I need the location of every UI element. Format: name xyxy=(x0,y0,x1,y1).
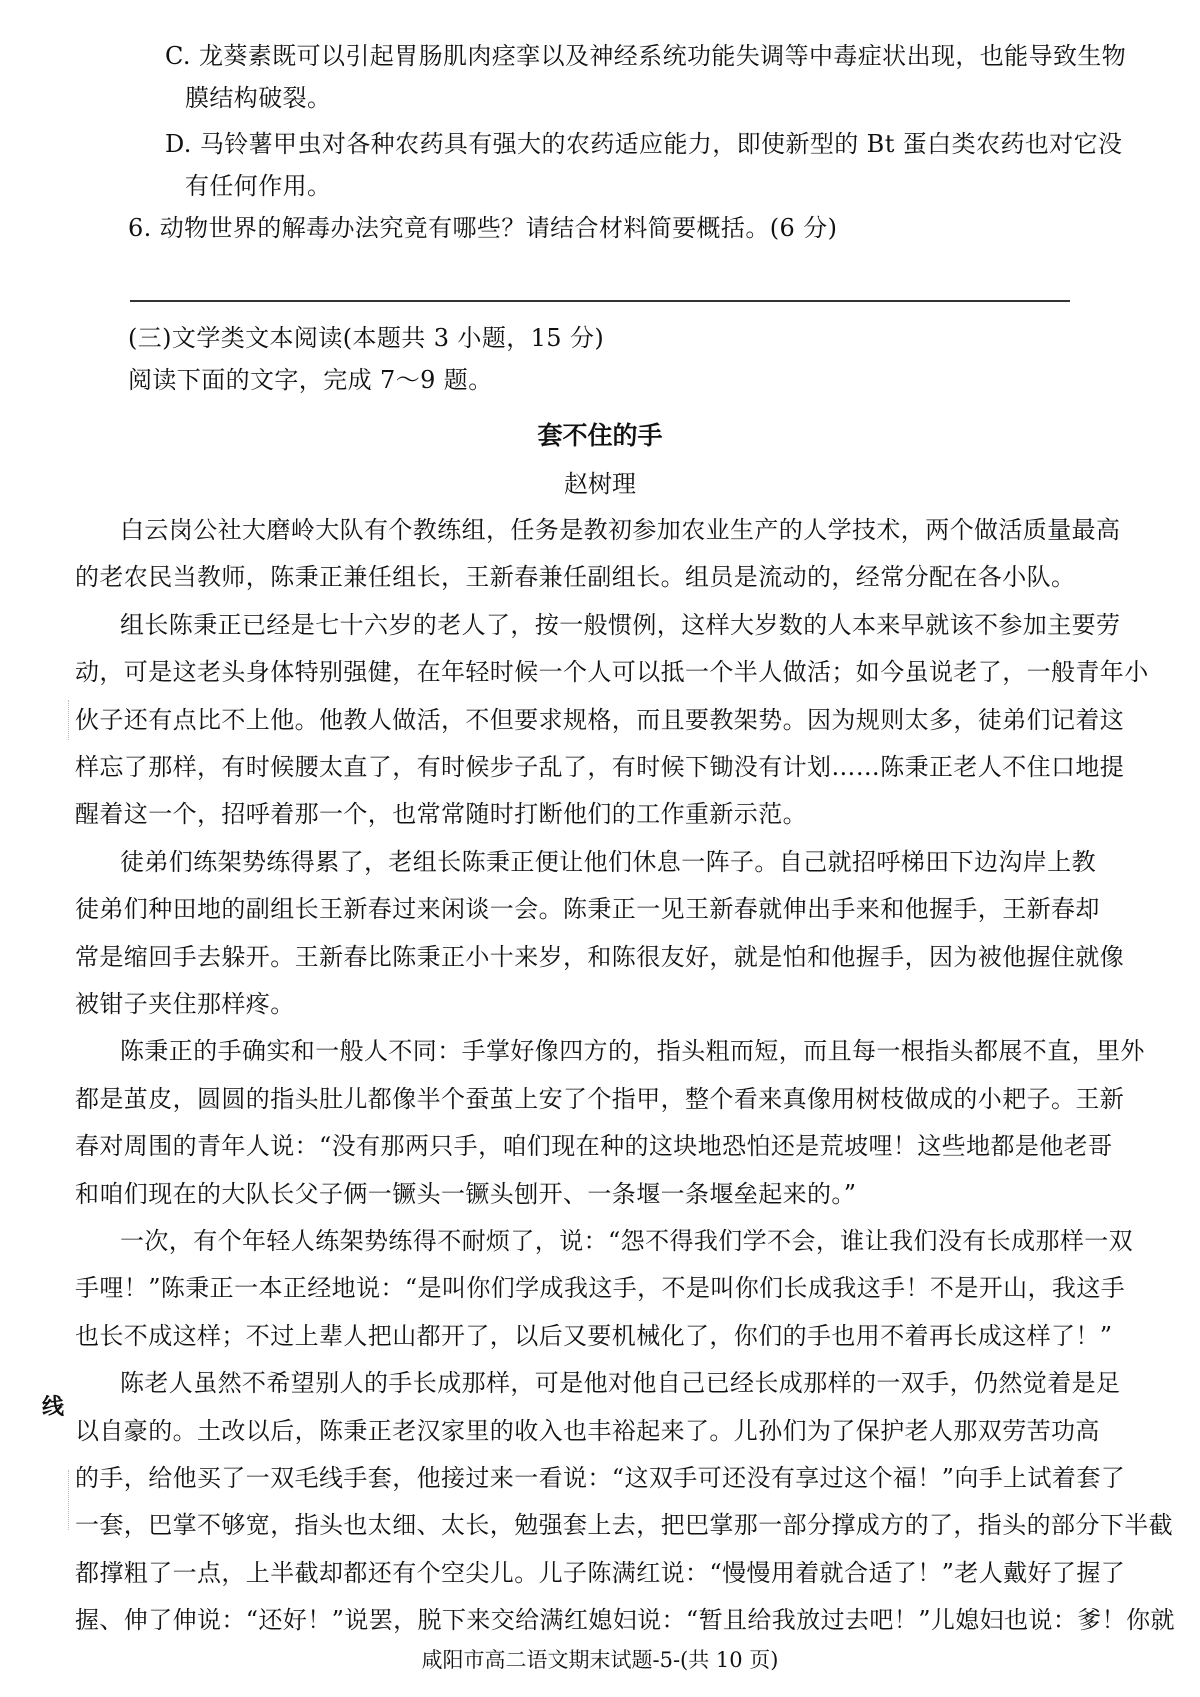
story-line: 动，可是这老头身体特别强健，在年轻时候一个人可以抵一个半人做活；如今虽说老了，一般青年小 xyxy=(75,658,1149,686)
story-line: 陈老人虽然不希望别人的手长成那样，可是他对他自己已经长成那样的一双手，仍然觉着是足 xyxy=(120,1369,1121,1397)
story-line: 握、伸了伸说：“还好！”说罢，脱下来交给满红媳妇说：“暂且给我放过去吧！”儿媳妇也说：爹！你就 xyxy=(75,1606,1175,1634)
story-line: 常是缩回手去躲开。王新春比陈秉正小十来岁，和陈很友好，就是怕和他握手，因为被他握住就像 xyxy=(75,943,1125,971)
story-line: 样忘了那样，有时候腰太直了，有时候步子乱了，有时候下锄没有计划……陈秉正老人不住口地提 xyxy=(75,753,1125,781)
story-line: 的手，给他买了一双毛线手套，他接过来一看说：“这双手可还没有享过这个福！”向手上试着套了 xyxy=(75,1464,1126,1492)
story-line: 伙子还有点比不上他。他教人做活，不但要求规格，而且要教架势。因为规则太多，徒弟们记着这 xyxy=(75,706,1125,734)
binding-tick xyxy=(68,700,69,740)
story-line: 都是茧皮，圆圆的指头肚儿都像半个蚕茧上安了个指甲，整个看来真像用树枝做成的小耙子。王新 xyxy=(75,1085,1125,1113)
page-footer: 咸阳市高二语文期末试题-5-(共 10 页) xyxy=(421,1648,779,1672)
answer-line xyxy=(130,300,1070,302)
story-author: 赵树理 xyxy=(564,470,636,498)
story-line: 陈秉正的手确实和一般人不同：手掌好像四方的，指头粗而短，而且每一根指头都展不直，里外 xyxy=(120,1037,1145,1065)
story-line: 春对周围的青年人说：“没有那两只手，咱们现在种的这块地恐怕还是荒坡哩！这些地都是他老哥 xyxy=(75,1132,1113,1160)
option-d-line-1: D. 马铃薯甲虫对各种农药具有强大的农药适应能力，即使新型的 Bt 蛋白类农药也对它没 xyxy=(165,130,1123,158)
story-line: 也长不成这样；不过上辈人把山都开了，以后又要机械化了，你们的手也用不着再长成这样了！” xyxy=(75,1322,1113,1350)
story-line: 徒弟们种田地的副组长王新春过来闲谈一会。陈秉正一见王新春就伸出手来和他握手，王新春却 xyxy=(75,895,1100,923)
story-line: 都撑粗了一点，上半截却都还有个空尖儿。儿子陈满红说：“慢慢用着就合适了！”老人戴好了握了 xyxy=(75,1559,1126,1587)
story-title: 套不住的手 xyxy=(537,421,663,450)
story-line: 以自豪的。土改以后，陈秉正老汉家里的收入也丰裕起来了。儿孙们为了保护老人那双劳苦功高 xyxy=(75,1417,1100,1445)
option-c-line-2: 膜结构破裂。 xyxy=(185,84,332,112)
story-line: 手哩！”陈秉正一本正经地说：“是叫你们学成我这手，不是叫你们长成我这手！不是开山，我这手 xyxy=(75,1274,1126,1302)
story-line: 被钳子夹住那样疼。 xyxy=(75,990,295,1018)
story-line: 一次，有个年轻人练架势练得不耐烦了，说：“怨不得我们学不会，谁让我们没有长成那样一双 xyxy=(120,1227,1134,1255)
section-instruction: 阅读下面的文字，完成 7～9 题。 xyxy=(128,366,493,394)
binding-mark: 线 xyxy=(42,1394,65,1420)
story-line: 组长陈秉正已经是七十六岁的老人了，按一般惯例，这样大岁数的人本来早就该不参加主要劳 xyxy=(120,611,1121,639)
section-heading: (三)文学类文本阅读(本题共 3 小题，15 分) xyxy=(128,324,605,352)
story-line: 的老农民当教师，陈秉正兼任组长，王新春兼任副组长。组员是流动的，经常分配在各小队。 xyxy=(75,563,1076,591)
option-d-line-2: 有任何作用。 xyxy=(185,172,332,200)
option-c-line-1: C. 龙葵素既可以引起胃肠肌肉痉挛以及神经系统功能失调等中毒症状出现，也能导致生物 xyxy=(165,42,1127,70)
story-line: 徒弟们练架势练得累了，老组长陈秉正便让他们休息一阵子。自己就招呼梯田下边沟岸上教 xyxy=(120,848,1096,876)
story-line: 和咱们现在的大队长父子俩一镢头一镢头刨开、一条堰一条堰垒起来的。” xyxy=(75,1180,857,1208)
story-line: 一套，巴掌不够宽，指头也太细、太长，勉强套上去，把巴掌那一部分撑成方的了，指头的部分下半截 xyxy=(75,1511,1173,1539)
question-6: 6. 动物世界的解毒办法究竟有哪些？请结合材料简要概括。(6 分) xyxy=(128,214,838,242)
story-line: 醒着这一个，招呼着那一个，也常常随时打断他们的工作重新示范。 xyxy=(75,800,807,828)
story-line: 白云岗公社大磨岭大队有个教练组，任务是教初参加农业生产的人学技术，两个做活质量最高 xyxy=(120,516,1121,544)
binding-tick xyxy=(68,1470,69,1530)
